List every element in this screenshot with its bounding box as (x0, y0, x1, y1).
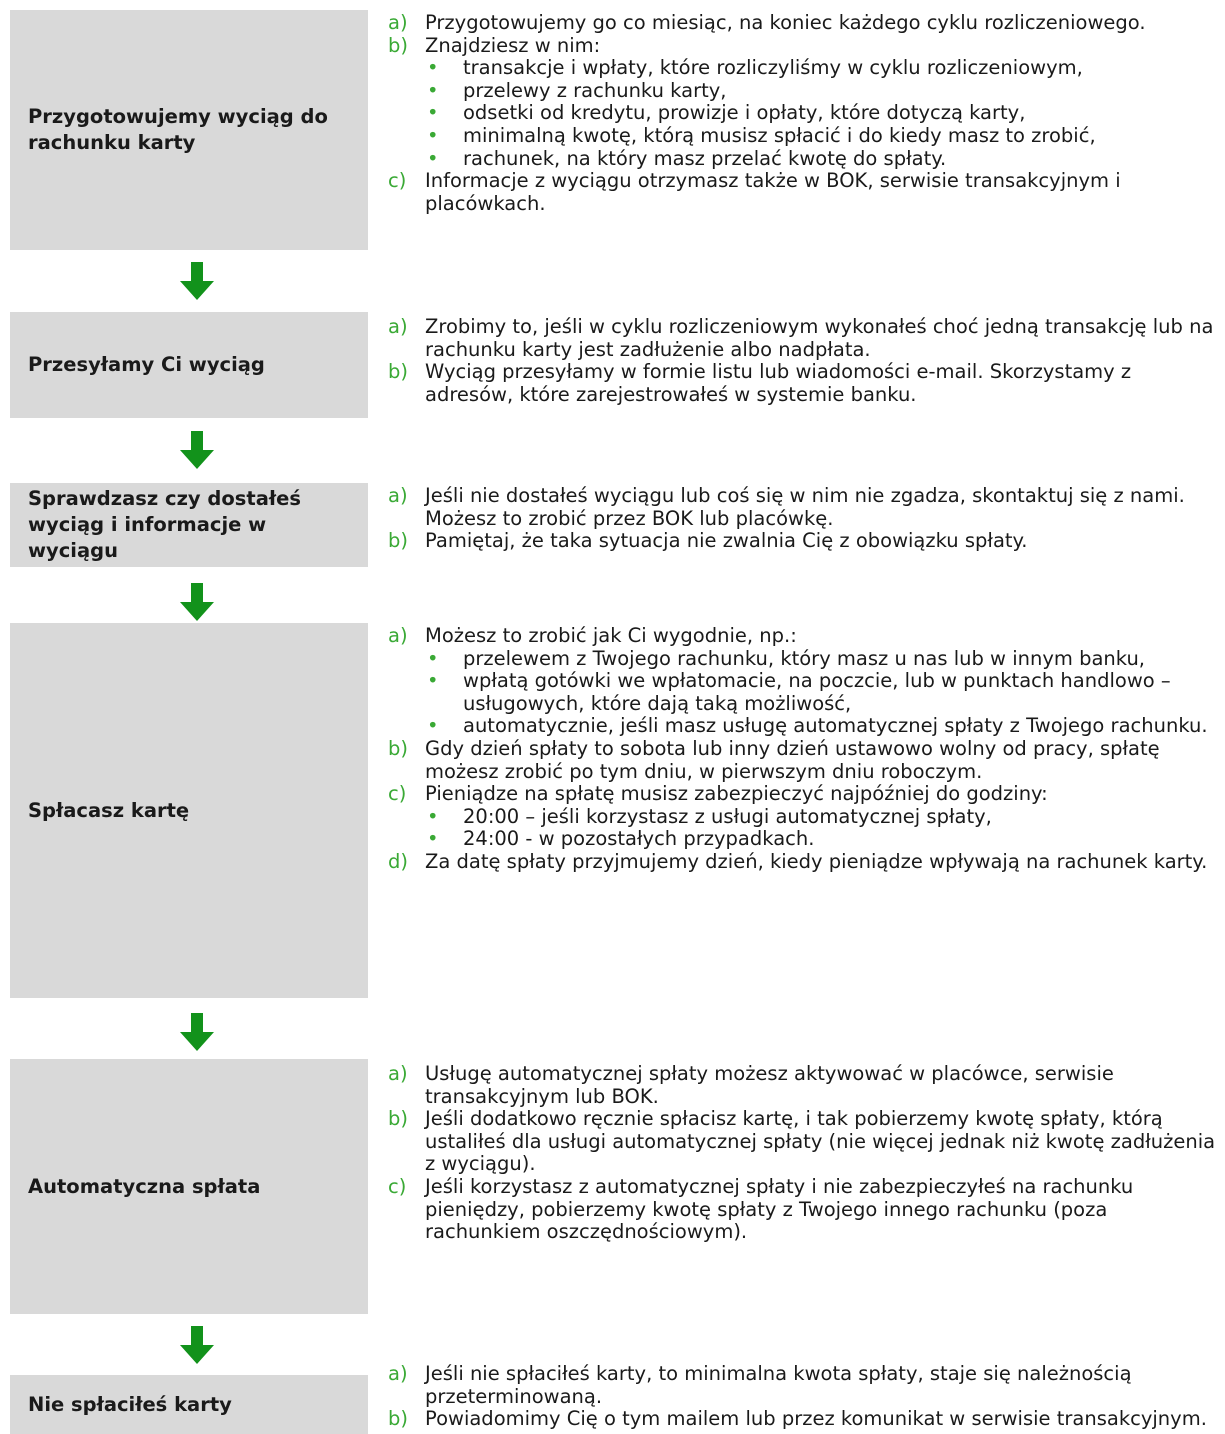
list-item-marker: c) (388, 782, 407, 806)
list-item-marker: b) (388, 529, 408, 553)
bullet-icon: • (427, 101, 439, 125)
list-item-text: Gdy dzień spłaty to sobota lub inny dzień ustawowo wolny od pracy, spłatę możesz zrobić po tym dniu, w pierwszym dniu roboczym. (425, 736, 1160, 783)
bullet-item (425, 648, 1225, 671)
bullet-item-text: rachunek, na który masz przelać kwotę do spłaty. (463, 146, 947, 170)
bullet-icon: • (427, 804, 439, 828)
stage-description (388, 1363, 1225, 1431)
list-item-marker: c) (388, 169, 407, 193)
list-item (388, 316, 1225, 361)
list-item-marker: a) (388, 11, 408, 34)
stage-box (10, 10, 368, 250)
stage-box (10, 623, 368, 998)
bullet-item (425, 57, 1225, 80)
list-item-text: Znajdziesz w nim: (425, 33, 601, 57)
stage-description (388, 12, 1225, 215)
stage-box (10, 1059, 368, 1314)
list-item-text: Powiadomimy Cię o tym mailem lub przez komunikat w serwisie transakcyjnym. (425, 1407, 1207, 1431)
bullet-item-text: 20:00 – jeśli korzystasz z usługi automatycznej spłaty, (463, 804, 992, 828)
bullet-item (425, 125, 1225, 148)
bullet-icon: • (427, 78, 439, 102)
bullet-item (425, 806, 1225, 829)
arrow-down-icon (180, 1013, 214, 1051)
bullet-item (425, 102, 1225, 125)
bullet-icon: • (427, 827, 439, 851)
flow-stage (10, 312, 1225, 418)
bullet-item-text: wpłatą gotówki we wpłatomacie, na poczcie, lub w punktach handlowo – usługowych, które dają taką możliwość, (463, 669, 1171, 715)
bullet-list (388, 57, 1225, 170)
stage-description (388, 316, 1225, 406)
list-item (388, 530, 1225, 553)
bullet-item (425, 80, 1225, 103)
arrow-down-icon (180, 583, 214, 621)
stage-title: Przygotowujemy wyciąg do rachunku karty (28, 105, 328, 154)
list-item-text: Wyciąg przesyłamy w formie listu lub wiadomości e-mail. Skorzystamy z adresów, które zarejestrowałeś w systemie banku. (425, 360, 1132, 406)
bullet-item-text: odsetki od kredytu, prowizje i opłaty, które dotyczą karty, (463, 101, 1026, 125)
list-item (388, 738, 1225, 783)
list-item-marker: a) (388, 1062, 408, 1085)
flow-stage (10, 10, 1225, 250)
list-item (388, 1108, 1225, 1176)
bullet-icon: • (427, 714, 439, 738)
bullet-icon: • (427, 123, 439, 147)
list-item (388, 783, 1225, 806)
list-item-marker: b) (388, 1107, 408, 1131)
bullet-item-text: przelewy z rachunku karty, (463, 78, 727, 102)
list-item (388, 12, 1225, 35)
bullet-item-text: minimalną kwotę, którą musisz spłacić i do kiedy masz to zrobić, (463, 123, 1096, 147)
bullet-icon: • (427, 669, 439, 693)
stage-description (388, 625, 1225, 874)
list-item-text: Przygotowujemy go co miesiąc, na koniec każdego cyklu rozliczeniowego. (425, 11, 1146, 34)
bullet-icon: • (427, 646, 439, 670)
list-item (388, 170, 1225, 215)
bullet-item (425, 670, 1225, 715)
arrow-down-icon (180, 431, 214, 469)
list-item-text: Jeśli nie dostałeś wyciągu lub coś się w nim nie zgadza, skontaktuj się z nami. Możesz to zrobić przez BOK lub placówkę. (425, 484, 1185, 530)
list-item-marker: a) (388, 315, 408, 338)
bullet-list (388, 648, 1225, 738)
stage-title: Spłacasz kartę (28, 798, 190, 822)
list-item-marker: b) (388, 33, 408, 57)
arrow-down-icon (180, 262, 214, 300)
list-item (388, 485, 1225, 530)
bullet-item-text: przelewem z Twojego rachunku, który masz u nas lub w innym banku, (463, 646, 1146, 670)
list-item-text: Za datę spłaty przyjmujemy dzień, kiedy pieniądze wpływają na rachunek karty. (425, 849, 1208, 873)
list-item-text: Jeśli korzystasz z automatycznej spłaty i nie zabezpieczyłeś na rachunku pieniędzy, pobierzemy kwotę spłaty z Twojego innego rachunku (poza rachunkiem oszczędnościowym). (425, 1174, 1134, 1244)
flow-stage (10, 483, 1225, 567)
bullet-icon: • (427, 146, 439, 170)
list-item (388, 361, 1225, 406)
list-item-text: Usługę automatycznej spłaty możesz aktywować w placówce, serwisie transakcyjnym lub BOK. (425, 1062, 1114, 1108)
list-item-marker: c) (388, 1174, 407, 1198)
flow-stage (10, 1059, 1225, 1314)
list-item-marker: b) (388, 1407, 408, 1431)
list-item-marker: b) (388, 736, 408, 760)
bullet-icon: • (427, 56, 439, 80)
stage-title: Przesyłamy Ci wyciąg (28, 353, 265, 376)
list-item-marker: b) (388, 360, 408, 384)
stage-title: Nie spłaciłeś karty (28, 1392, 232, 1416)
stage-title: Sprawdzasz czy dostałeś wyciąg i informacje w wyciągu (28, 487, 301, 562)
stage-box (10, 483, 368, 567)
list-item-text: Jeśli nie spłaciłeś karty, to minimalna kwota spłaty, staje się należnością przeterminowaną. (425, 1362, 1132, 1408)
list-item-marker: a) (388, 624, 408, 647)
list-item-text: Pieniądze na spłatę musisz zabezpieczyć najpóźniej do godziny: (425, 782, 1048, 806)
bullet-item (425, 828, 1225, 851)
bullet-list (388, 806, 1225, 851)
list-item-text: Możesz to zrobić jak Ci wygodnie, np.: (425, 624, 797, 647)
list-item (388, 1176, 1225, 1244)
arrow-down-icon (180, 1326, 214, 1364)
list-item-marker: a) (388, 1362, 408, 1385)
list-item-marker: a) (388, 484, 408, 507)
list-item-text: Zrobimy to, jeśli w cyklu rozliczeniowym wykonałeś choć jedną transakcję lub na rachunku karty jest zadłużenie albo nadpłata. (425, 315, 1214, 361)
bullet-item (425, 148, 1225, 171)
list-item (388, 851, 1225, 874)
bullet-item-text: automatycznie, jeśli masz usługę automatycznej spłaty z Twojego rachunku. (463, 714, 1208, 738)
stage-description (388, 485, 1225, 553)
list-item-text: Informacje z wyciągu otrzymasz także w BOK, serwisie transakcyjnym i placówkach. (425, 169, 1121, 215)
list-item (388, 1408, 1225, 1431)
stage-description (388, 1063, 1225, 1244)
list-item (388, 35, 1225, 58)
bullet-item-text: transakcje i wpłaty, które rozliczyliśmy w cyklu rozliczeniowym, (463, 56, 1083, 80)
list-item (388, 1363, 1225, 1408)
bullet-item-text: 24:00 - w pozostałych przypadkach. (463, 827, 815, 851)
list-item-text: Jeśli dodatkowo ręcznie spłacisz kartę, i tak pobierzemy kwotę spłaty, którą ustaliłeś dla usługi automatycznej spłaty (nie więcej jednak niż kwotę zadłużenia z wyciągu). (425, 1107, 1216, 1176)
stage-box (10, 1375, 368, 1434)
list-item-text: Pamiętaj, że taka sytuacja nie zwalnia Cię z obowiązku spłaty. (425, 529, 1028, 553)
list-item-marker: d) (388, 849, 408, 873)
list-item (388, 625, 1225, 648)
stage-box (10, 312, 368, 418)
list-item (388, 1063, 1225, 1108)
flow-stage (10, 1362, 1225, 1434)
stage-title: Automatyczna spłata (28, 1174, 261, 1198)
bullet-item (425, 715, 1225, 738)
flow-stage (10, 623, 1225, 998)
